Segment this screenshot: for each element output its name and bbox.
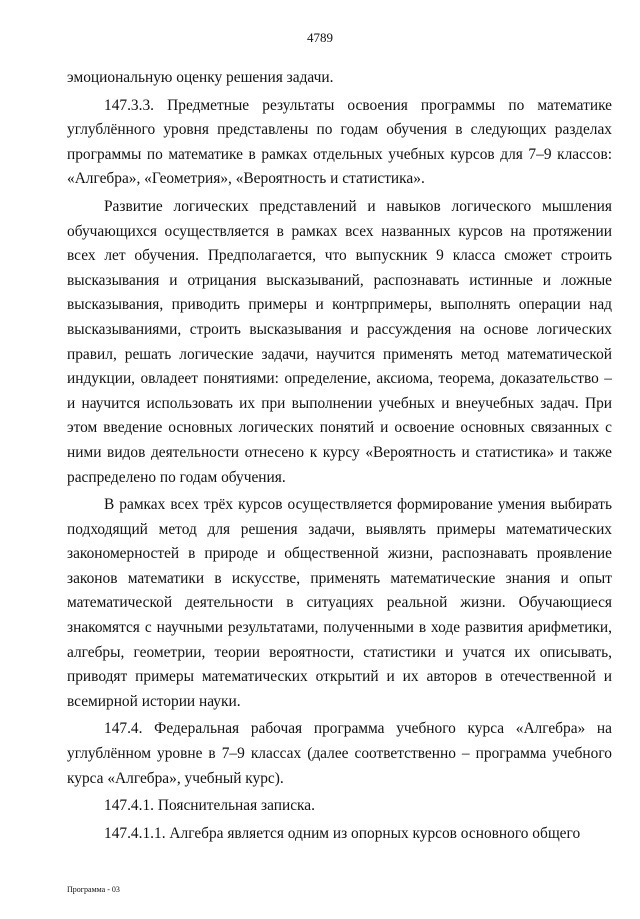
paragraph-147-4-1-1: 147.4.1.1. Алгебра является одним из опорных курсов основного общего: [104, 824, 581, 842]
paragraph-147-3-3: 147.3.3. Предметные результаты освоения программы по математике углублённого уровня представлены по годам обучения в следующих разделах программы по математике в рамках отдельных учебных курсов для 7–9 классов: «Алгебра», «Геометрия», «Вероятность и статистика».: [67, 96, 612, 188]
paragraph-147-4: 147.4. Федеральная рабочая программа учебного курса «Алгебра» на углублённом уровне в 7–9 классах (далее соответственно – программа учебного курса «Алгебра», учебный курс).: [67, 720, 612, 787]
paragraph-logic-development: Развитие логических представлений и навыков логического мышления обучающихся осуществляется в рамках всех названных курсов на протяжении всех лет обучения. Предполагается, что выпускник 9 класса сможет строить высказывания и отрицания высказываний, распознавать истинные и ложные высказывания, приводить примеры и контрпримеры, выполнять операции над высказываниями, строить высказывания и рассуждения на основе логических правил, решать логические задачи, научится применять метод математической индукции, овладеет понятиями: определение, аксиома, теорема, доказательство – и научится использовать их при выполнении учебных и внеучебных задач. При этом введение основных логических понятий и освоение основных связанных с ними видов деятельности отнесено к курсу «Вероятность и статистика» и также распределено по годам обучения.: [67, 197, 612, 486]
paragraph-three-courses: В рамках всех трёх курсов осуществляется формирование умения выбирать подходящий метод для решения задачи, выявлять примеры математических закономерностей в природе и общественной жизни, распознавать проявление законов математики в искусстве, применять математические знания и опыт математической деятельности в ситуациях реальной жизни. Обучающиеся знакомятся с научными результатами, полученными в ходе развития арифметики, алгебры, геометрии, теории вероятности, статистики и учатся их описывать, приводят примеры математических открытий и их авторов в отечественной и всемирной истории науки.: [67, 496, 612, 710]
document-body: [67, 66, 612, 846]
paragraph-continuation: эмоциональную оценку решения задачи.: [67, 69, 334, 86]
page-number: 4789: [307, 30, 333, 45]
footer-label: Программа - 03: [67, 885, 120, 894]
paragraph-147-4-1: 147.4.1. Пояснительная записка.: [104, 797, 315, 815]
